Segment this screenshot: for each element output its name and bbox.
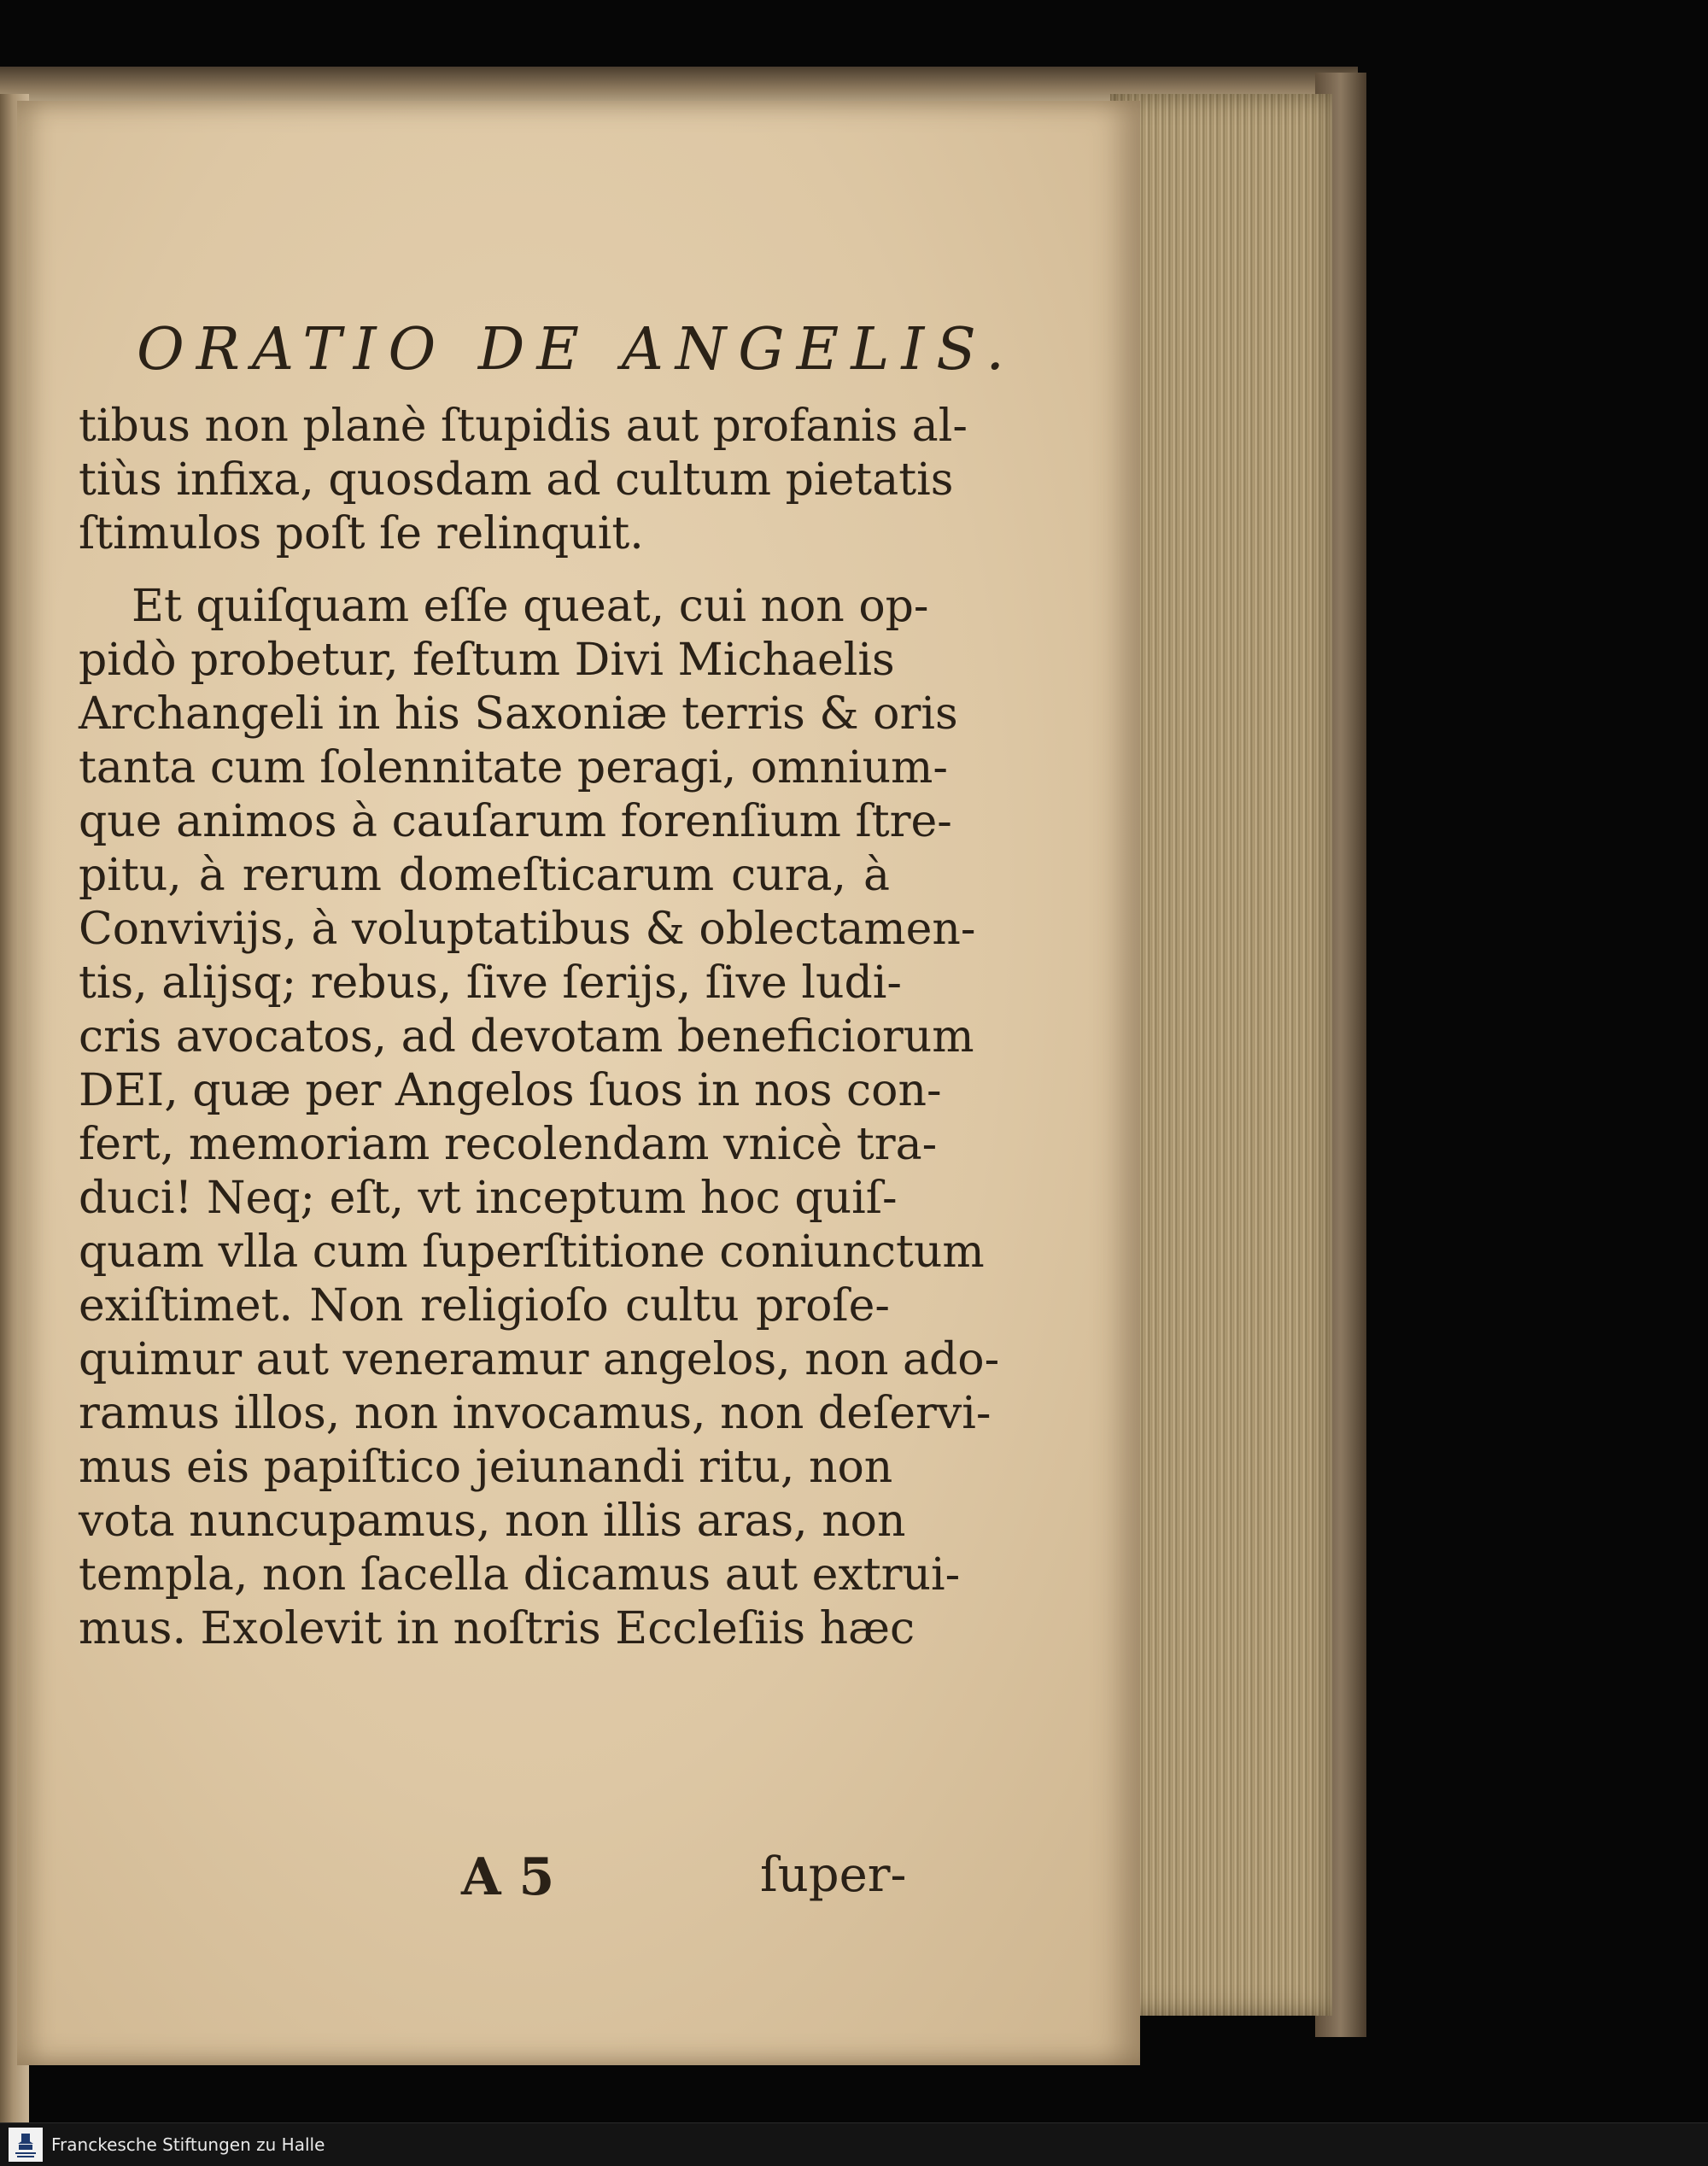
text-line: vota nuncupamus, non illis aras, non: [79, 1496, 906, 1547]
text-line: quam vlla cum ſuperſtitione coniunctum: [79, 1226, 985, 1278]
text-line: duci! Neq; eſt, vt inceptum hoc quiſ-: [79, 1173, 898, 1224]
text-line: mus eis papiſtico jeiunandi ritu, non: [79, 1442, 893, 1493]
text-line: ſtimulos poſt ſe relinquit.: [79, 508, 644, 559]
text-line: tis, alijsq; rebus, ſive ſerijs, ſive ludi-: [79, 957, 902, 1009]
text-line: Archangeli in his Saxoniæ terris & oris: [79, 688, 958, 740]
catchword: ſuper-: [760, 1847, 907, 1903]
text-line: pitu, à rerum domeſticarum cura, à: [79, 850, 890, 901]
page-body: [79, 400, 1000, 1656]
text-line: fert, memoriam recolendam vnicè tra-: [79, 1119, 938, 1170]
text-line: que animos à cauſarum forenſium ſtre-: [79, 796, 952, 847]
book-page: [17, 101, 1140, 2065]
fore-edge: [1110, 94, 1332, 2016]
text-line: tibus non planè ſtupidis aut profanis al-: [79, 401, 968, 452]
text-line: tiùs infixa, quosdam ad cultum pietatis: [79, 454, 954, 506]
text-line: templa, non ſacella dicamus aut extrui-: [79, 1549, 961, 1601]
text-line: mus. Exolevit in noſtris Eccleſiis hæc: [79, 1603, 915, 1654]
text-line: Convivijs, à voluptatibus & oblectamen-: [79, 904, 976, 955]
text-line: cris avocatos, ad devotam beneficiorum: [79, 1011, 974, 1063]
text-line: Et quiſquam eſſe queat, cui non op-: [132, 581, 929, 632]
text-line: tanta cum ſolennitate peragi, omnium-: [79, 742, 948, 793]
text-line: exiſtimet. Non religioſo cultu proſe-: [79, 1280, 890, 1332]
text-line: quimur aut veneramur angelos, non ado-: [79, 1334, 1000, 1385]
text-line: DEI, quæ per Angelos ſuos in nos con-: [79, 1065, 942, 1116]
running-header: ORATIO DE ANGELIS.: [137, 316, 1017, 383]
paragraph-gap: [79, 561, 890, 580]
signature-mark: A 5: [461, 1847, 555, 1907]
logo-icon-graphic: [11, 2130, 40, 2159]
text-line: ramus illos, non invocamus, non deſervi-: [79, 1388, 991, 1439]
text-line: pidò probetur, feſtum Divi Michaelis: [79, 635, 895, 686]
viewer-footer: [0, 2122, 1708, 2166]
footer-credit: Franckesche Stiftungen zu Halle: [51, 2134, 325, 2155]
franckesche-stiftungen-logo-icon[interactable]: [9, 2128, 43, 2162]
